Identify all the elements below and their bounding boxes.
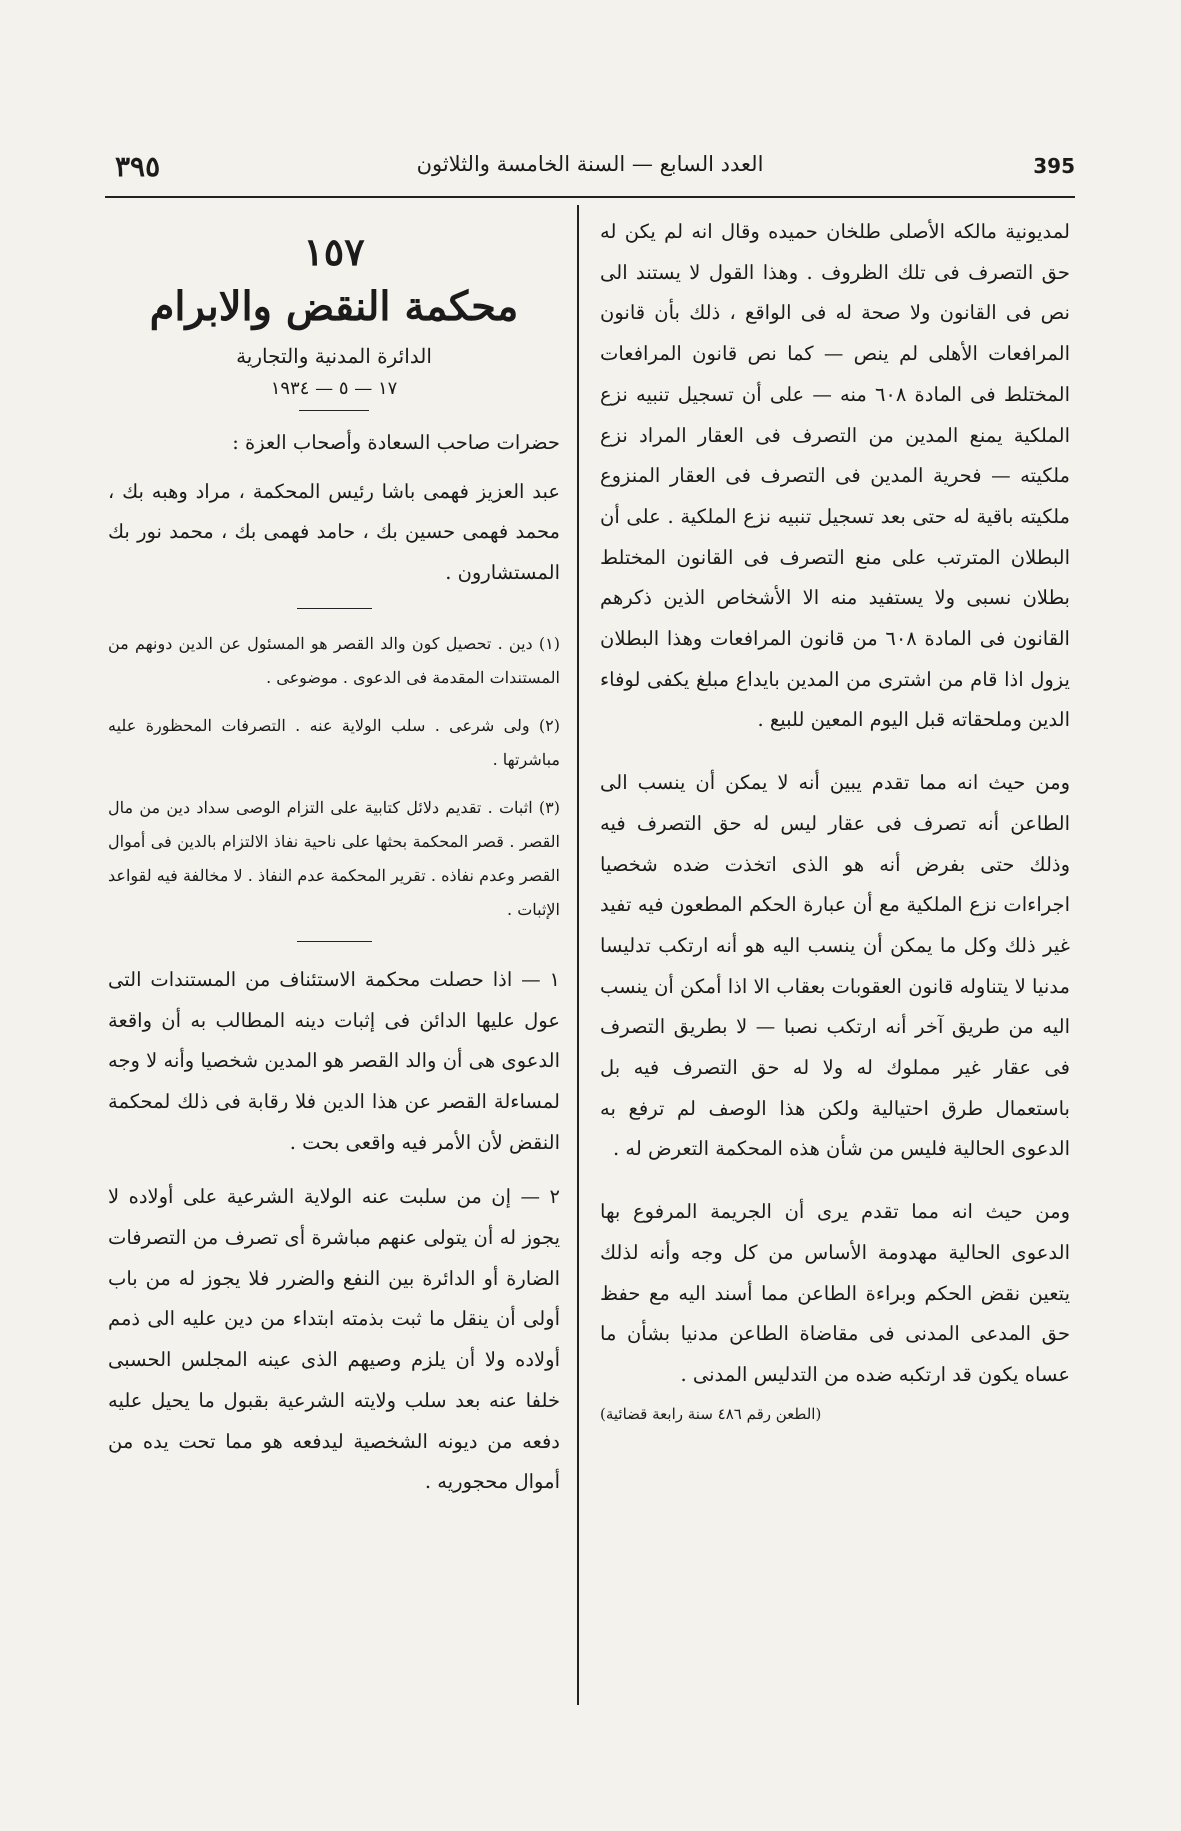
case-number: ١٥٧ — [303, 229, 365, 274]
summary-item: (٣) اثبات . تقديم دلائل كتابية على التزام الوصى سداد دين من مال القصر . قصر المحكمة بحثها على ناحية نفاذ الالتزام بالدين فى أموال القصر وعدم نفاذه . تقرير المحكمة عدم النفاذ . لا مخالفة فيه لقواعد الإثبات . — [108, 797, 560, 919]
body-paragraph: ومن حيث انه مما تقدم يبين أنه لا يمكن أن ينسب الى الطاعن أنه تصرف فى عقار ليس له حق التصرف فيه وذلك حتى بفرض أنه هو الذى اتخذت ضده شخصيا اجراءات نزع الملكية مع أن عبارة الحكم المطعون فيه تفيد غير ذلك وكل ما يمكن أن ينسب اليه هو أنه ارتكب تدليسا مدنيا لا يتناوله قانون العقوبات بعقاب الا اذا أمكن أن ينسب اليه من طريق آخر أنه ارتكب نصبا — لا بطريق التصرف فى عقار غير مملوك له ولا له حق التصرف فيه بل باستعمال طرق احتيالية ولكن هذا الوصف لم ترفع به الدعوى الحالية فليس من شأن هذه المحكمة التعرض له . — [600, 771, 1070, 1161]
court-name: محكمة النقض والابرام — [149, 283, 519, 330]
case-date: ١٧ — ٥ — ١٩٣٤ — [270, 378, 398, 399]
case-citation: (الطعن رقم ٤٨٦ سنة رابعة قضائية) — [600, 1404, 822, 1423]
running-header — [105, 150, 1075, 190]
page-number-arabic: ٣٩٥ — [115, 150, 161, 183]
summary-item: (٢) ولى شرعى . سلب الولاية عنه . التصرفات المحظورة عليه مباشرتها . — [108, 715, 560, 769]
holding-paragraph: ٢ — إن من سلبت عنه الولاية الشرعية على أولاده لا يجوز له أن يتولى عنهم مباشرة أى تصرف من التصرفات الضارة أو الدائرة بين النفع والضرر فلا يجوز له من باب أولى أن ينقل ما ثبت بذمته ابتداء من دين عليه الى ذمم أولاده ولا أن يلزم وصيهم الذى عينه المجلس الحسبى خلفا عنه بعد سلب ولايته الشرعية بقبول ما يحيل عليه دفعه من ديونه الشخصية ليدفعه هو مما تحت يده من أموال محجوريه . — [108, 1185, 560, 1494]
journal-issue-title: العدد السابع — السنة الخامسة والثلاثون — [416, 152, 764, 176]
page-number-latin: 395 — [1033, 154, 1075, 178]
section-rule — [297, 608, 372, 609]
left-column — [108, 228, 560, 1517]
right-column — [600, 212, 1070, 1426]
chamber-name: الدائرة المدنية والتجارية — [236, 344, 432, 368]
date-rule — [299, 410, 369, 411]
column-divider — [577, 205, 579, 1705]
body-paragraph: ومن حيث انه مما تقدم يرى أن الجريمة المرفوع بها الدعوى الحالية مهدومة الأساس من كل وجه وأنه لذلك يتعين نقض الحكم وبراءة الطاعن مما أسند اليه مع حفظ حق المدعى المدنى فى مقاضاة الطاعن مدنيا بشأن ما عساه يكون قد ارتكبه ضده من التدليس المدنى . — [600, 1200, 1070, 1386]
section-rule — [297, 941, 372, 942]
bench-intro: حضرات صاحب السعادة وأصحاب العزة : — [232, 431, 560, 454]
body-paragraph: لمديونية مالكه الأصلى طلخان حميده وقال انه لم يكن له حق التصرف فى تلك الظروف . وهذا القول لا يستند الى نص فى القانون ولا صحة له فى الواقع ، ذلك بأن قانون المرافعات الأهلى لم ينص — كما نص قانون المرافعات المختلط فى المادة ٦٠٨ منه — على أن تسجيل تنبيه نزع الملكية يمنع المدين من التصرف فى العقار المراد نزع ملكيته — فحرية المدين فى التصرف فى العقار المنزوع ملكيته باقية له حتى بعد تسجيل تنبيه نزع الملكية . على أن البطلان المترتب على منع التصرف فى القانون المختلط بطلان نسبى ولا يستفيد منه الا الأشخاص الذين ذكرهم القانون فى المادة ٦٠٨ من قانون المرافعات وهذا البطلان يزول اذا قام من اشترى من المدين بايداع مبلغ يكفى لوفاء الدين وملحقاته قبل اليوم المعين للبيع . — [600, 220, 1070, 732]
holding-paragraph: ١ — اذا حصلت محكمة الاستئناف من المستندات التى عول عليها الدائن فى إثبات دينه المطالب به أن واقعة الدعوى هى أن والد القصر هو المدين شخصيا وأنه لا وجه لمساءلة القصر عن هذا الدين فلا رقابة فى ذلك لمحكمة النقض لأن الأمر فيه واقعى بحت . — [108, 967, 560, 1154]
bench-members: عبد العزيز فهمى باشا رئيس المحكمة ، مراد وهبه بك ، محمد فهمى حسين بك ، حامد فهمى بك ، محمد نور بك المستشارون . — [108, 479, 560, 585]
summary-item: (١) دين . تحصيل كون والد القصر هو المسئول عن الدين دونهم من المستندات المقدمة فى الدعوى . موضوعى . — [108, 633, 560, 687]
header-rule — [105, 196, 1075, 198]
